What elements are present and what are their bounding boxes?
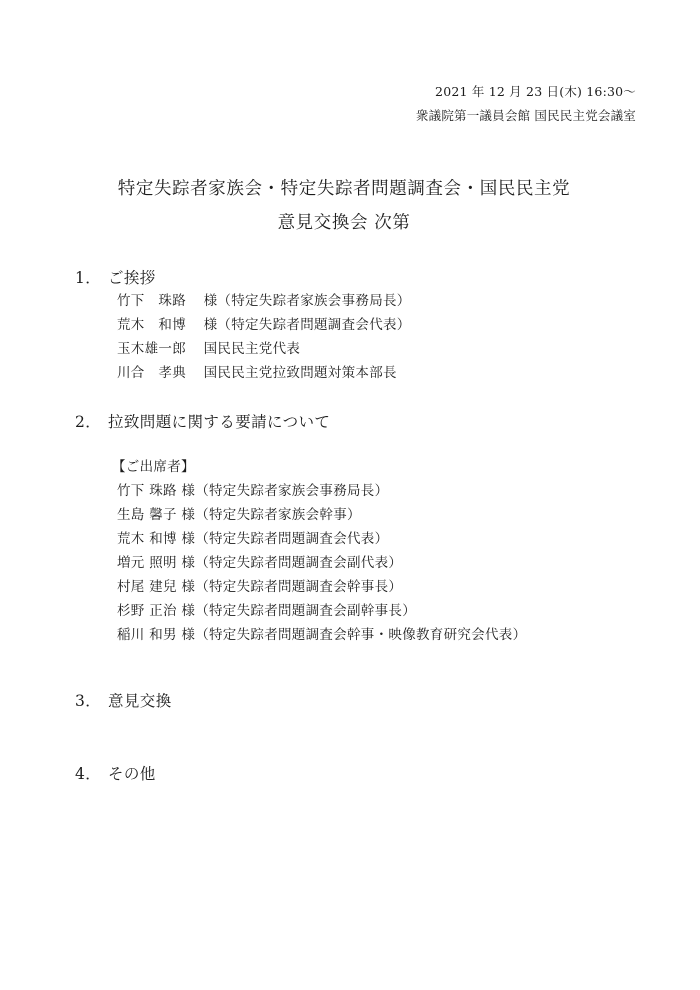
list-item [117,313,411,337]
attendee-name: 杉野 正治 [117,603,177,619]
attendee-role: 様（特定失踪者家族会事務局長） [181,483,389,499]
list-item [117,479,526,503]
speaker-role: 国民民主党拉致問題対策本部長 [203,365,397,381]
attendee-name: 竹下 珠路 [117,483,177,499]
speaker-name: 竹下 珠路 [117,293,186,309]
section-heading-discussion [75,689,172,711]
section-number: 1． [75,269,102,287]
attendee-role: 様（特定失踪者問題調査会副代表） [181,555,403,571]
list-item [117,527,526,551]
list-item [117,337,411,361]
attendee-name: 荒木 和博 [117,531,177,547]
document-title: 特定失踪者家族会・特定失踪者問題調査会・国民民主党 [117,179,571,199]
list-item [117,503,526,527]
meeting-venue: 衆議院第一議員会館 国民民主党会議室 [415,108,636,123]
list-item [117,599,526,623]
section-heading-abduction-request [75,410,330,432]
section-number: 2． [75,413,102,431]
list-item [117,361,411,385]
list-item [117,289,411,313]
meeting-datetime: 2021 年 12 月 23 日(木) 16:30～ [435,84,636,99]
speaker-role: 様（特定失踪者問題調査会代表） [203,317,411,333]
section-number: 4． [75,765,102,783]
attendee-role: 様（特定失踪者家族会幹事） [181,507,361,523]
list-item [117,623,526,647]
attendee-name: 村尾 建兒 [117,579,177,595]
list-item [117,551,526,575]
speaker-name: 玉木雄一郎 [117,341,186,357]
section-heading-other [75,762,156,784]
speaker-name: 川合 孝典 [117,365,186,381]
speaker-name: 荒木 和博 [117,317,186,333]
attendee-name: 稲川 和男 [117,627,177,643]
list-item [117,575,526,599]
speaker-role: 国民民主党代表 [203,341,301,357]
speaker-role: 様（特定失踪者家族会事務局長） [203,293,411,309]
attendee-name: 生島 馨子 [117,507,177,523]
attendee-role: 様（特定失踪者問題調査会副幹事長） [181,603,416,619]
section-title: その他 [108,765,156,783]
section-title: 拉致問題に関する要請について [108,413,331,431]
attendee-role: 様（特定失踪者問題調査会代表） [181,531,389,547]
attendee-role: 様（特定失踪者問題調査会幹事・映像教育研究会代表） [181,627,527,643]
section-title: ご挨拶 [108,269,156,287]
greetings-list [117,289,411,385]
attendees-label: 【ご出席者】 [112,459,195,475]
section-title: 意見交換 [108,692,172,710]
attendee-role: 様（特定失踪者問題調査会幹事長） [181,579,403,595]
document-subtitle: 意見交換会 次第 [277,213,411,233]
attendee-name: 増元 照明 [117,555,177,571]
section-number: 3． [75,692,102,710]
attendees-list [117,479,526,647]
section-heading-greetings [75,266,156,288]
